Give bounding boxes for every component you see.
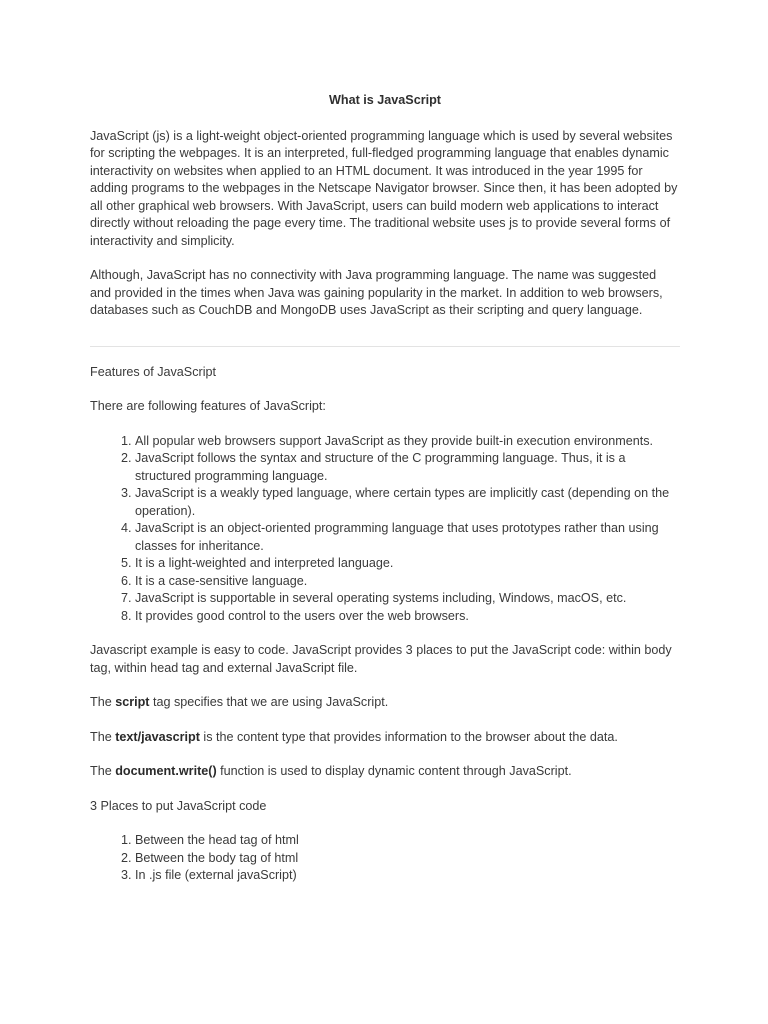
list-item: 5. It is a light-weighted and interpreted language.: [135, 555, 680, 573]
section-divider: [90, 346, 680, 347]
script-tag-suffix: tag specifies that we are using JavaScript.: [149, 695, 389, 709]
intro-paragraph: JavaScript (js) is a light-weight object-oriented programming language which is used by several websites for scripting the webpages. It is an interpreted, full-fledged programming language that enables dynamic interactivity on websites when applied to an HTML document. It was introduced in the year 1995 for adding programs to the webpages in the Netscape Navigator browser. Since then, it has been adopted by all other graphical web browsers. With JavaScript, users can build modern web applications to interact directly without reloading the page every time. The traditional website uses js to provide several forms of interactivity and simplicity.: [90, 128, 678, 248]
document-write-prefix: The: [90, 764, 116, 778]
document-page: [90, 92, 680, 902]
text-javascript-prefix: The: [90, 729, 116, 744]
features-intro: There are following features of JavaScript:: [90, 399, 326, 413]
features-list: [90, 433, 680, 626]
places-list: [90, 832, 680, 885]
list-item: 2. Between the body tag of html: [135, 850, 680, 868]
script-tag-prefix: The: [90, 695, 116, 709]
text-javascript-paragraph: [90, 729, 680, 747]
list-item: 6. It is a case-sensitive language.: [135, 573, 680, 591]
java-paragraph: Although, JavaScript has no connectivity with Java programming language. The name was suggested and provided in the times when Java was gaining popularity in the market. In addition to web browsers, databases such as CouchDB and MongoDB uses JavaScript as their scripting and query language.: [90, 268, 663, 317]
features-heading: Features of JavaScript: [90, 364, 216, 379]
example-paragraph: Javascript example is easy to code. JavaScript provides 3 places to put the JavaScript code: within body tag, within head tag and external JavaScript file.: [90, 643, 672, 675]
list-item: 1. Between the head tag of html: [135, 832, 680, 850]
text-javascript-suffix: is the content type that provides information to the browser about the data.: [199, 729, 618, 744]
text-javascript-keyword: text/javascript: [115, 729, 200, 744]
list-item: 3. In .js file (external javaScript): [135, 867, 680, 885]
document-write-keyword: document.write(): [115, 764, 217, 778]
list-item: 2. JavaScript follows the syntax and structure of the C programming language. Thus, it is a structured programming language.: [135, 450, 680, 485]
list-item: 1. All popular web browsers support JavaScript as they provide built-in execution environments.: [135, 433, 680, 451]
document-write-paragraph: [90, 763, 680, 781]
document-write-suffix: function is used to display dynamic content through JavaScript.: [216, 764, 572, 778]
document-title: What is JavaScript: [329, 93, 441, 107]
script-tag-keyword: script: [115, 695, 150, 709]
list-item: 3. JavaScript is a weakly typed language, where certain types are implicitly cast (depending on the operation).: [135, 485, 680, 520]
places-heading: 3 Places to put JavaScript code: [90, 798, 267, 813]
script-tag-paragraph: [90, 694, 680, 712]
list-item: 8. It provides good control to the users over the web browsers.: [135, 608, 680, 626]
list-item: 7. JavaScript is supportable in several operating systems including, Windows, macOS, etc.: [135, 590, 680, 608]
list-item: 4. JavaScript is an object-oriented programming language that uses prototypes rather than using classes for inheritance.: [135, 520, 680, 555]
